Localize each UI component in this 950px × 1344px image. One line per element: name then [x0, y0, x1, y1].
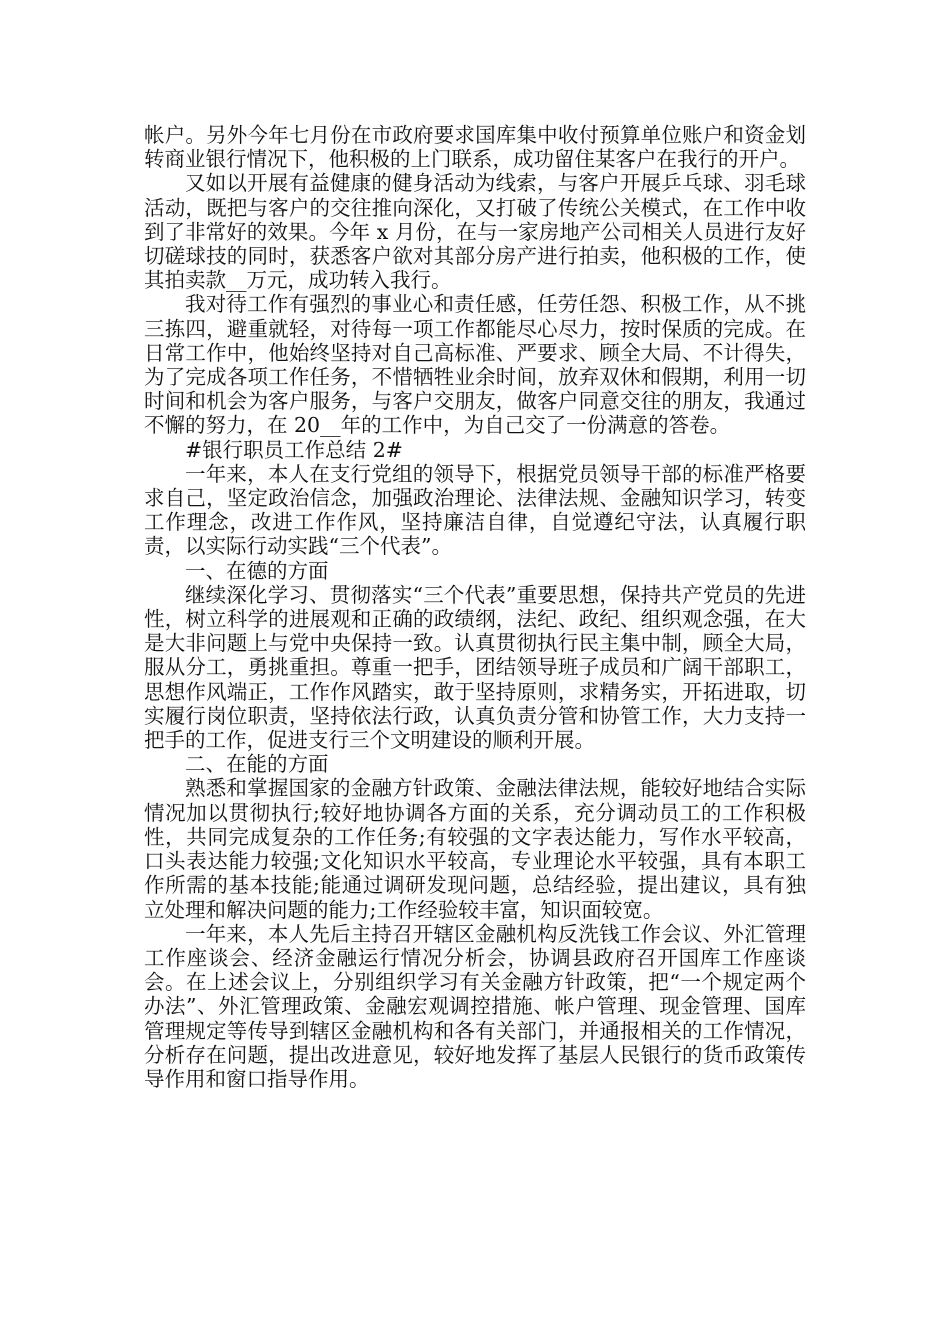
subsection-heading: 二、在能的方面: [185, 752, 329, 777]
paragraph: 继续深化学习、贯彻落实“三个代表”重要思想，保持共产党员的先进性，树立科学的进展观和正确的政绩纲，法纪、政纪、组织观念强，在大是大非问题上与党中央保持一致。认真贯彻执行民主集中制，顾全大局，服从分工，勇挑重担。尊重一把手，团结领导班子成员和广阔干部职工，思想作风端正，工作作风踏实，敢于坚持原则，求精务实，开拓进取，切实履行岗位职责，坚持依法行政，认真负责分管和协管工作，大力支持一把手的工作，促进支行三个文明建设的顺利开展。: [144, 582, 806, 753]
paragraph: 帐户。另外今年七月份在市政府要求国库集中收付预算单位账户和资金划转商业银行情况下，他积极的上门联系，成功留住某客户在我行的开户。: [144, 123, 806, 172]
document-page: [144, 123, 806, 1091]
paragraph: 一年来，本人在支行党组的领导下，根据党员领导干部的标准严格要求自己，坚定政治信念，加强政治理论、法律法规、金融知识学习，转变工作理念，改进工作作风，坚持廉洁自律，自觉遵纪守法，认真履行职责，以实际行动实践“三个代表”。: [144, 461, 806, 559]
subsection-heading: 一、在德的方面: [185, 558, 329, 583]
paragraph: 我对待工作有强烈的事业心和责任感，任劳任怨、积极工作，从不挑三拣四，避重就轻，对待每一项工作都能尽心尽力，按时保质的完成。在日常工作中，他始终坚持对自己高标准、严要求、顾全大局、不计得失，为了完成各项工作任务，不惜牺牲业余时间，放弃双休和假期，利用一切时间和机会为客户服务，与客户交朋友，做客户同意交往的朋友，我通过不懈的努力，在 20__年的工作中，为自己交了一份满意的答卷。: [144, 292, 806, 438]
section-heading: #银行职员工作总结 2#: [185, 437, 403, 462]
paragraph: 熟悉和掌握国家的金融方针政策、金融法律法规，能较好地结合实际情况加以贯彻执行;较好地协调各方面的关系，充分调动员工的工作积极性，共同完成复杂的工作任务;有较强的文字表达能力，写作水平较高，口头表达能力较强;文化知识水平较高，专业理论水平较强，具有本职工作所需的基本技能;能通过调研发现问题，总结经验，提出建议，具有独立处理和解决问题的能力;工作经验较丰富，知识面较宽。: [144, 776, 806, 922]
paragraph: 一年来，本人先后主持召开辖区金融机构反洗钱工作会议、外汇管理工作座谈会、经济金融运行情况分析会，协调县政府召开国库工作座谈会。在上述会议上，分别组织学习有关金融方针政策，把“一个规定两个办法”、外汇管理政策、金融宏观调控措施、帐户管理、现金管理、国库管理规定等传导到辖区金融机构和各有关部门，并通报相关的工作情况，分析存在问题，提出改进意见，较好地发挥了基层人民银行的货币政策传导作用和窗口指导作用。: [144, 921, 806, 1091]
paragraph: 又如以开展有益健康的健身活动为线索，与客户开展乒乓球、羽毛球活动，既把与客户的交往推向深化，又打破了传统公关模式，在工作中收到了非常好的效果。今年 x 月份，在与一家房地产公司相关人员进行友好切磋球技的同时，获悉客户欲对其部分房产进行拍卖，他积极的工作，使其拍卖款__万元，成功转入我行。: [144, 171, 806, 293]
